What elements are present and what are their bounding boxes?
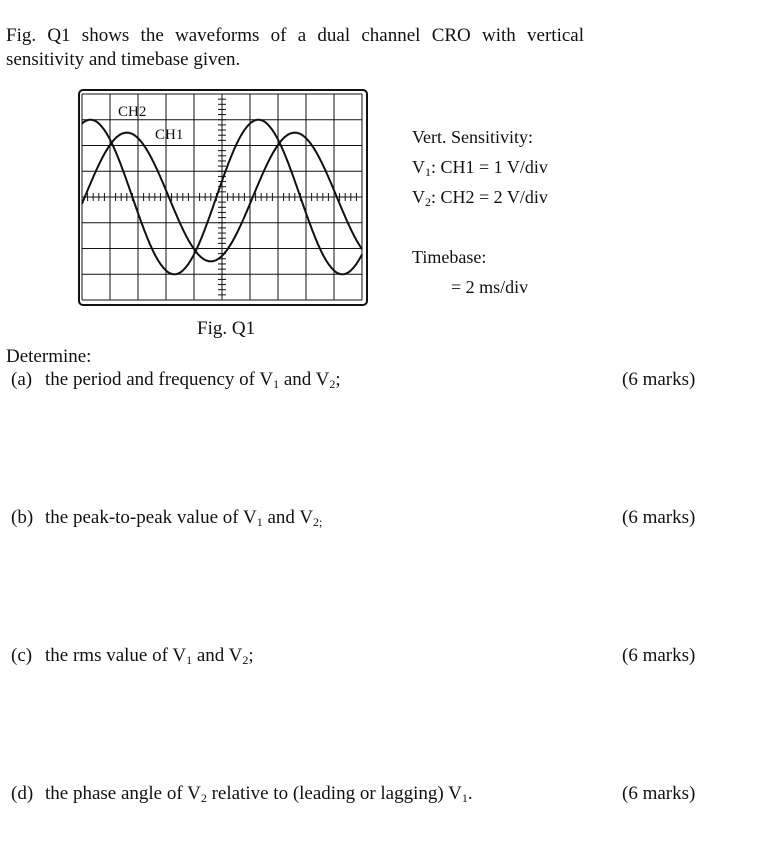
- cro-screen: [78, 89, 370, 309]
- timebase-value: = 2 ms/div: [451, 277, 529, 297]
- question-text: the peak-to-peak value of $V_1$ and $V_{2;}$: [45, 507, 323, 529]
- ch2-label: CH2: [118, 104, 147, 120]
- question-c: [11, 645, 711, 671]
- v1-sensitivity: $V_1$: CH1 = 1 V/div: [412, 157, 548, 179]
- vert-sensitivity-title: Vert. Sensitivity:: [412, 127, 533, 147]
- question-marks: (6 marks): [622, 645, 696, 666]
- determine-heading: Determine:: [6, 346, 92, 367]
- figure-caption: Fig. Q1: [197, 318, 256, 339]
- question-b: [11, 507, 711, 533]
- v2-sensitivity: $V_2$: CH2 = 2 V/div: [412, 187, 548, 209]
- question-label: (c): [11, 645, 33, 666]
- intro-paragraph: Fig. Q1 shows the waveforms of a dual channel CRO with vertical sensitivity and timebase given.: [6, 25, 584, 70]
- question-label: (a): [11, 369, 33, 390]
- question-text: the rms value of $V_1$ and $V_2$;: [45, 645, 254, 667]
- question-label: (d): [11, 783, 34, 804]
- question-text: the phase angle of $V_2$ relative to (leading or lagging) $V_1$.: [45, 783, 473, 805]
- question-marks: (6 marks): [622, 783, 696, 804]
- question-a: [11, 369, 711, 395]
- timebase-title: Timebase:: [412, 247, 487, 267]
- question-label: (b): [11, 507, 34, 528]
- cro-settings: [412, 122, 548, 302]
- question-text: the period and frequency of $V_1$ and $V_2$;: [45, 369, 341, 391]
- cro-figure: [78, 89, 370, 309]
- question-d: [11, 783, 711, 809]
- ch1-label: CH1: [155, 127, 184, 143]
- question-marks: (6 marks): [622, 507, 696, 528]
- question-marks: (6 marks): [622, 369, 696, 390]
